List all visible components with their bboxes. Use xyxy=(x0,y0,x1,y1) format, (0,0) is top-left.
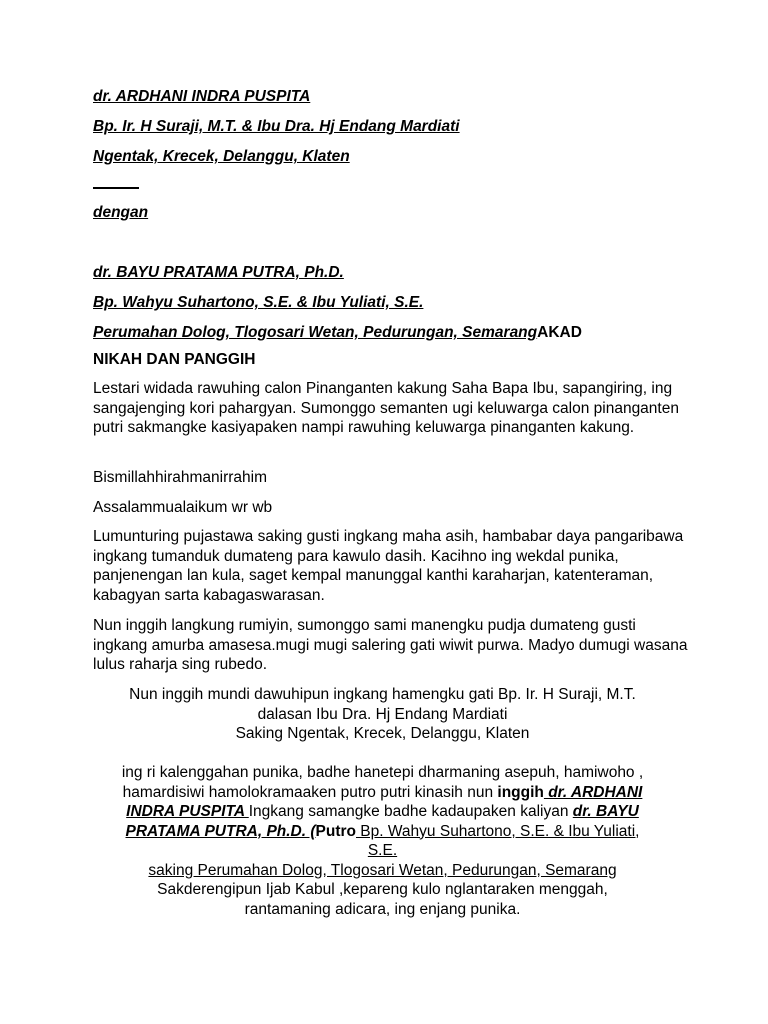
center-line: Saking Ngentak, Krecek, Delanggu, Klaten xyxy=(235,725,530,742)
center-line xyxy=(70,822,695,842)
paragraph-opening: Lestari widada rawuhing calon Pinanganten kakung Saha Bapa Ibu, sapangiring, ing sangajenging kori pahargyan. Sumonggo semanten ugi keluwarga calon pinanganten putri sakmangke kasiyapaken nampi rawuhing keluwarga pinanganten kakung. xyxy=(93,380,679,436)
center-block-parents xyxy=(70,685,695,744)
groom-name-inline: dr. BAYU xyxy=(572,803,639,820)
center-line: dalasan Ibu Dra. Hj Endang Mardiati xyxy=(257,705,508,723)
bride-name: dr. ARDHANI INDRA PUSPITA xyxy=(93,88,311,105)
paragraph-salam: Assalammualaikum wr wb xyxy=(93,499,273,516)
bride-name-inline: INDRA PUSPITA xyxy=(126,803,249,820)
center-line: rantamaning adicara, ing enjang punika. xyxy=(244,900,521,918)
heading-part1: AKAD xyxy=(537,324,582,341)
heading-part2: NIKAH DAN PANGGIH xyxy=(93,351,256,368)
center-line: ing ri kalenggahan punika, badhe hanetepi dharmaning asepuh, hamiwoho , xyxy=(121,764,644,781)
paragraph-pudja: Nun inggih langkung rumiyin, sumonggo sami manengku pudja dumateng gusti ingkang amurba amasesa.mugi mugi salering gati wiwit purwa. Madyo dumugi wasana lulus raharja sing rubedo. xyxy=(93,617,688,673)
separator-word: dengan xyxy=(93,204,149,221)
paragraph-bismillah: Bismillahhirahmanirrahim xyxy=(93,469,267,486)
groom-parents-inline: Bp. Wahyu Suhartono, S.E. & Ibu Yuliati, xyxy=(356,822,640,840)
groom-name: dr. BAYU PRATAMA PUTRA, Ph.D. xyxy=(93,264,344,281)
divider-line xyxy=(93,187,139,189)
groom-name-inline: PRATAMA PUTRA, Ph.D. ( xyxy=(125,822,316,840)
center-block-announcement xyxy=(70,763,695,919)
center-line: Sakderengipun Ijab Kabul ,kepareng kulo nglantaraken menggah, xyxy=(157,881,608,898)
text-run: hamardisiwi hamolokramaaken putro putri kinasih nun xyxy=(122,783,498,801)
text-run: Ingkang samangke badhe kadaupaken kaliyan xyxy=(248,803,573,820)
center-line xyxy=(70,802,695,822)
text-run-bold: Putro xyxy=(315,822,356,840)
center-line xyxy=(70,783,695,803)
groom-address-line xyxy=(93,324,582,342)
groom-parents: Bp. Wahyu Suhartono, S.E. & Ibu Yuliati, S.E. xyxy=(93,294,424,311)
center-line: Nun inggih mundi dawuhipun ingkang hamengku gati Bp. Ir. H Suraji, M.T. xyxy=(129,686,636,703)
paragraph-pujastawa: Lumunturing pujastawa saking gusti ingkang maha asih, hambabar daya pangaribawa ingkang tumanduk dumateng para kawulo dasih. Kacihno ing wekdal punika, panjenengan lan kula, saget kempal manunggal kanthi karaharjan, katenteraman, kabagyan sarta kabagaswarasan. xyxy=(93,528,684,604)
bride-address: Ngentak, Krecek, Delanggu, Klaten xyxy=(93,148,350,165)
text-run-bold: inggih xyxy=(497,783,544,801)
bride-parents: Bp. Ir. H Suraji, M.T. & Ibu Dra. Hj Endang Mardiati xyxy=(93,118,460,135)
center-line: saking Perumahan Dolog, Tlogosari Wetan, Pedurungan, Semarang xyxy=(148,861,617,879)
center-line: S.E. xyxy=(367,842,398,859)
groom-address: Perumahan Dolog, Tlogosari Wetan, Pedurungan, Semarang xyxy=(93,324,538,341)
bride-name-inline: dr. ARDHANI xyxy=(543,783,643,801)
